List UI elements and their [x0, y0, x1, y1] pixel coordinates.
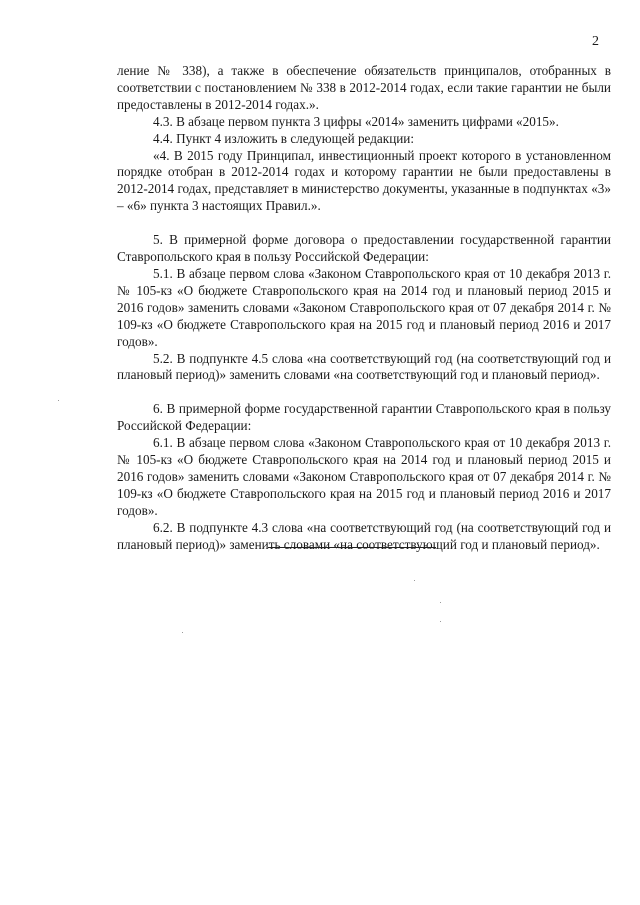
scan-speck	[414, 580, 415, 581]
scan-speck	[58, 400, 59, 401]
paragraph-6-1: 6.1. В абзаце первом слова «Законом Ставропольского края от 10 декабря 2013 г. № 105-кз «О бюджете Ставропольского края на 2014 год и плановый период 2015 и 2016 годов» заменить словами «Законом Ставропольского края от 07 декабря 2014 г. № 109-кз «О бюджете Ставропольского края на 2015 год и плановый период 2016 и 2017 годов».	[117, 435, 611, 518]
paragraph-6-2: 6.2. В подпункте 4.3 слова «на соответствующий год (на соответствующий год и плановый период)» заменить словами «на соответствующий год и плановый период».	[117, 519, 611, 552]
paragraph-5-2: 5.2. В подпункте 4.5 слова «на соответствующий год (на соответствующий год и плановый период)» заменить словами «на соответствующий год и плановый период».	[117, 350, 611, 383]
paragraph-5-1: 5.1. В абзаце первом слова «Законом Ставропольского края от 10 декабря 2013 г. № 105-кз «О бюджете Ставропольского края на 2014 год и плановый период 2015 и 2016 годов» заменить словами «Законом Ставропольского края от 07 декабря 2014 г. № 109-кз «О бюджете Ставропольского края на 2015 год и плановый период 2016 и 2017 годов».	[117, 265, 611, 349]
paragraph-6: 6. В примерной форме государственной гарантии Ставропольского края в пользу Российской Федерации:	[117, 401, 611, 434]
closing-divider-line	[268, 547, 436, 548]
paragraph-spacer	[117, 384, 611, 401]
paragraph-spacer	[117, 215, 611, 232]
paragraph-5: 5. В примерной форме договора о предоставлении государственной гарантии Ставропольского края в пользу Российской Федерации:	[117, 232, 611, 265]
page-number: 2	[592, 34, 599, 49]
scan-speck	[440, 621, 441, 622]
scan-speck	[440, 602, 441, 603]
paragraph-4-3: 4.3. В абзаце первом пункта 3 цифры «2014» заменить цифрами «2015».	[153, 113, 559, 129]
paragraph-4-4-quote: «4. В 2015 году Принципал, инвестиционный проект которого в установленном порядке отобран в 2012-2014 годах и которому гарантии не были предоставлены в 2012-2014 годах, представляет в министерство документы, указанные в подпунктах «3» – «6» пункта 3 настоящих Правил.».	[117, 147, 611, 214]
paragraph-continuation: ление № 338), а также в обеспечение обязательств принципалов, отобранных в соответствии с постановлением № 338 в 2012-2014 годах, если такие гарантии не были предоставлены в 2012-2014 годах.».	[117, 63, 611, 112]
paragraph-4-4: 4.4. Пункт 4 изложить в следующей редакции:	[153, 130, 415, 146]
document-body	[117, 63, 611, 553]
scan-speck	[182, 632, 183, 633]
